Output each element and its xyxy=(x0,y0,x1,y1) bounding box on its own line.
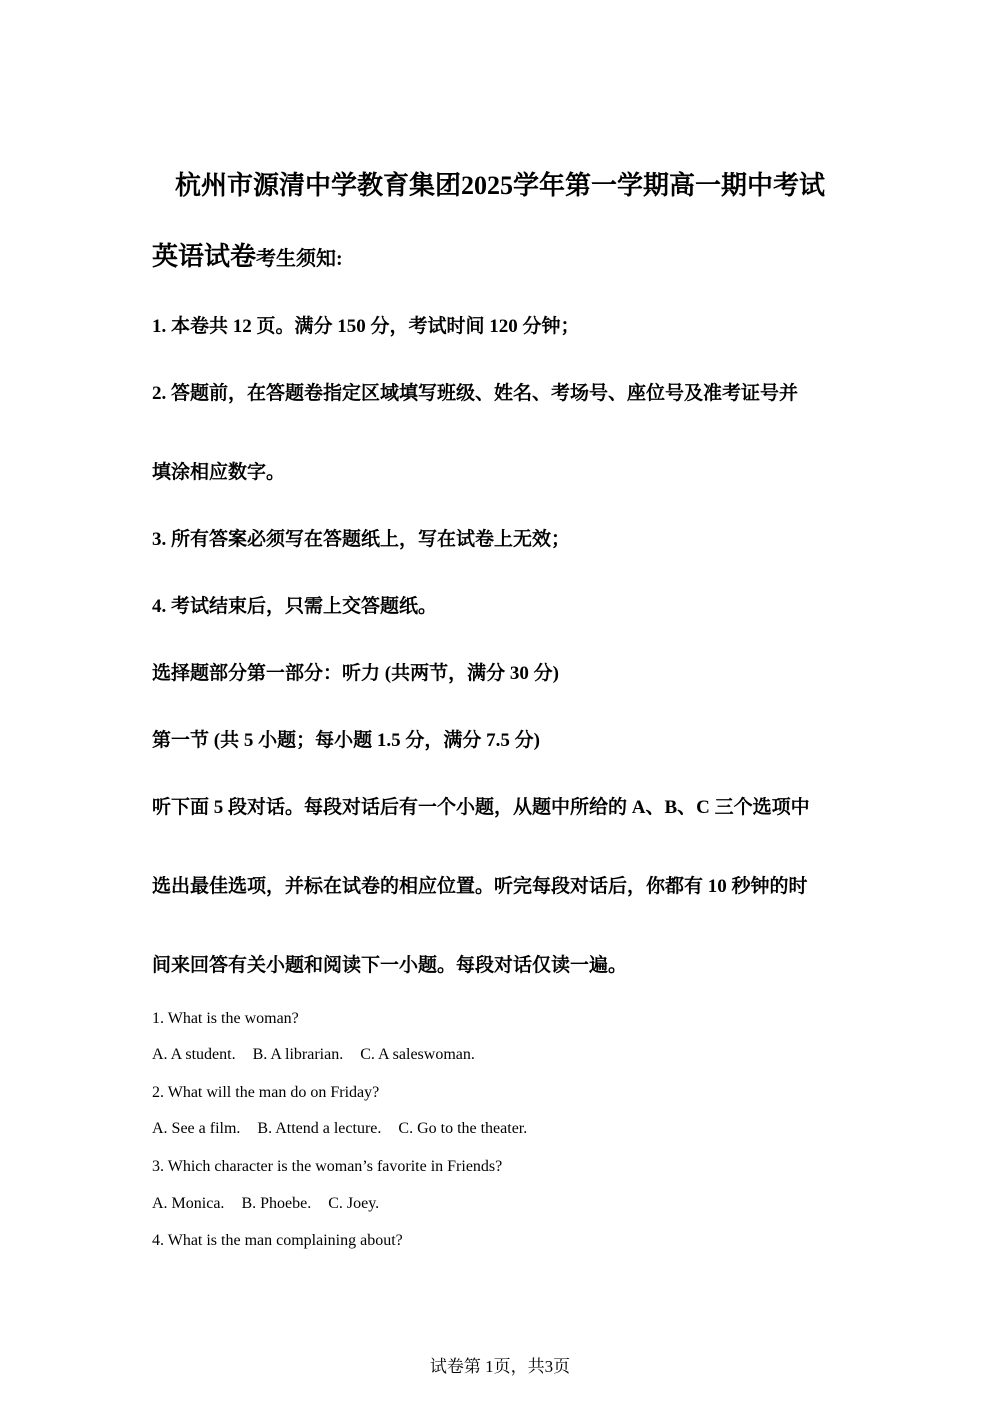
directions-line: 听下面 5 段对话。每段对话后有一个小题，从题中所给的 A、B、C 三个选项中 xyxy=(152,797,810,818)
instruction-line: 3. 所有答案必须写在答题纸上，写在试卷上无效； xyxy=(152,529,571,550)
option-b: B. A librarian. xyxy=(252,1046,344,1063)
directions-line: 间来回答有关小题和阅读下一小题。每段对话仅读一遍。 xyxy=(152,955,628,976)
paper-subject-title: 英语试卷 xyxy=(152,242,257,271)
instruction-line: 2. 答题前，在答题卷指定区域填写班级、姓名、考场号、座位号及准考证号并 xyxy=(152,383,799,404)
notice-heading: 考生须知: xyxy=(256,248,343,270)
question-stem: 4. What is the man complaining about? xyxy=(152,1232,403,1249)
question-options xyxy=(152,1192,379,1216)
question-stem: 2. What will the man do on Friday? xyxy=(152,1084,380,1101)
option-c: C. A saleswoman. xyxy=(360,1046,475,1063)
section-heading: 第一节 (共 5 小题；每小题 1.5 分，满分 7.5 分) xyxy=(152,730,540,751)
question-stem: 3. Which character is the woman’s favorite in Friends? xyxy=(152,1158,503,1175)
option-c: C. Go to the theater. xyxy=(398,1120,528,1137)
exam-title: 杭州市源清中学教育集团2025学年第一学期高一期中考试 xyxy=(174,171,825,200)
page-footer: 试卷第 1页，共3页 xyxy=(429,1357,571,1376)
option-b: B. Phoebe. xyxy=(241,1195,312,1212)
instruction-line: 1. 本卷共 12 页。满分 150 分，考试时间 120 分钟； xyxy=(152,316,580,337)
option-b: B. Attend a lecture. xyxy=(257,1120,382,1137)
instruction-line: 填涂相应数字。 xyxy=(152,462,286,483)
question-stem: 1. What is the woman? xyxy=(152,1010,299,1027)
part-heading: 选择题部分第一部分：听力 (共两节，满分 30 分) xyxy=(152,663,559,684)
question-options xyxy=(152,1117,527,1141)
instruction-line: 4. 考试结束后，只需上交答题纸。 xyxy=(152,596,438,617)
directions-line: 选出最佳选项，并标在试卷的相应位置。听完每段对话后，你都有 10 秒钟的时 xyxy=(152,876,808,897)
subtitle-line xyxy=(152,239,343,279)
question-options xyxy=(152,1043,475,1067)
option-a: A. Monica. xyxy=(152,1195,225,1212)
option-a: A. See a film. xyxy=(152,1120,241,1137)
option-a: A. A student. xyxy=(152,1046,236,1063)
option-c: C. Joey. xyxy=(328,1195,380,1212)
